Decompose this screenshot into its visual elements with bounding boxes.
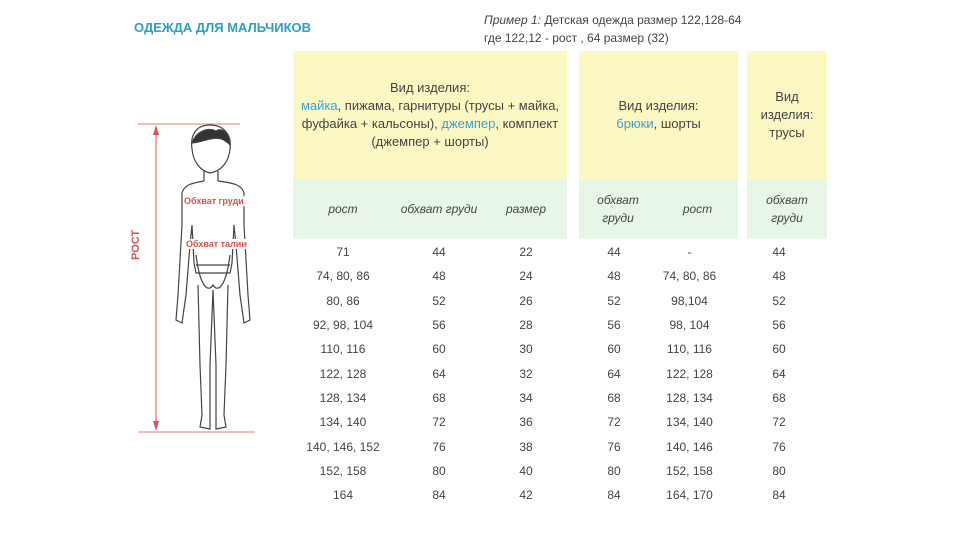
group-1-title-prefix: Вид изделия: bbox=[390, 80, 470, 95]
cell-underpants-chest: 76 bbox=[772, 439, 786, 454]
table-row bbox=[293, 289, 819, 313]
group-2-title-prefix: Вид изделия: bbox=[618, 98, 699, 113]
table-row bbox=[293, 459, 819, 483]
group-2-title-part-1: брюки bbox=[616, 116, 654, 131]
cell-chest: 84 bbox=[432, 488, 446, 503]
cell-trousers-chest: 48 bbox=[607, 269, 621, 284]
cell-chest: 52 bbox=[432, 293, 446, 308]
cell-chest: 60 bbox=[432, 342, 446, 357]
cell-trousers-height: 128, 134 bbox=[666, 390, 713, 405]
cell-height: 134, 140 bbox=[319, 415, 367, 430]
cell-trousers-chest: 56 bbox=[607, 318, 621, 333]
table-row bbox=[293, 313, 819, 337]
waist-girth-label: Обхват талии bbox=[186, 239, 247, 249]
body-measurement-figure bbox=[130, 115, 290, 440]
cell-trousers-height: 164, 170 bbox=[666, 488, 713, 503]
table-row bbox=[293, 264, 819, 288]
cell-trousers-chest: 76 bbox=[607, 439, 621, 454]
cell-size: 32 bbox=[519, 366, 533, 381]
cell-chest: 76 bbox=[432, 439, 446, 454]
table-row bbox=[293, 240, 819, 264]
page-title: ОДЕЖДА ДЛЯ МАЛЬЧИКОВ bbox=[134, 20, 311, 35]
cell-underpants-chest: 52 bbox=[772, 293, 786, 308]
table-row bbox=[293, 361, 819, 385]
cell-trousers-chest: 84 bbox=[607, 488, 621, 503]
cell-trousers-height: 122, 128 bbox=[666, 366, 713, 381]
group-2-column-headers bbox=[579, 179, 738, 239]
group-3-header bbox=[747, 51, 827, 179]
cell-trousers-height: 110, 116 bbox=[667, 342, 712, 357]
cell-trousers-chest: 68 bbox=[607, 390, 621, 405]
cell-height: 74, 80, 86 bbox=[316, 269, 370, 284]
table-row bbox=[293, 410, 819, 434]
group-1-title-part-1: майка bbox=[300, 98, 338, 113]
cell-size: 30 bbox=[519, 342, 533, 357]
group-2-header bbox=[579, 51, 738, 179]
group-3-title: Вид изделия: трусы bbox=[760, 89, 814, 140]
cell-height: 140, 146, 152 bbox=[306, 439, 380, 454]
table-row bbox=[293, 483, 819, 507]
cell-underpants-chest: 84 bbox=[772, 488, 786, 503]
chest-girth-label: Обхват груди bbox=[184, 196, 244, 206]
cell-trousers-chest: 52 bbox=[607, 293, 621, 308]
cell-underpants-chest: 56 bbox=[772, 318, 786, 333]
example-label: Пример 1: bbox=[484, 13, 541, 27]
cell-height: 122, 128 bbox=[319, 366, 367, 381]
cell-height: 80, 86 bbox=[326, 293, 360, 308]
cell-trousers-height: 98,104 bbox=[671, 293, 708, 308]
cell-height: 152, 158 bbox=[319, 463, 367, 478]
cell-size: 42 bbox=[519, 488, 533, 503]
column-header-height: рост bbox=[682, 202, 713, 216]
cell-underpants-chest: 80 bbox=[772, 463, 786, 478]
cell-underpants-chest: 72 bbox=[772, 415, 786, 430]
cell-trousers-height: 74, 80, 86 bbox=[662, 269, 717, 284]
cell-chest: 72 bbox=[432, 415, 446, 430]
cell-chest: 80 bbox=[432, 463, 446, 478]
group-3-column-headers bbox=[747, 179, 827, 239]
cell-trousers-height: 98, 104 bbox=[669, 318, 710, 333]
cell-trousers-chest: 44 bbox=[607, 245, 621, 260]
cell-trousers-height: 134, 140 bbox=[666, 415, 713, 430]
cell-trousers-height: - bbox=[687, 245, 692, 260]
cell-trousers-height: 140, 146 bbox=[666, 439, 713, 454]
cell-trousers-chest: 72 bbox=[607, 415, 621, 430]
cell-size: 36 bbox=[519, 415, 533, 430]
group-1-title-part-4: , комплект (джемпер + шорты) bbox=[371, 116, 559, 149]
table-row bbox=[293, 337, 819, 361]
cell-height: 164 bbox=[332, 488, 354, 503]
column-header-height: рост bbox=[328, 202, 358, 216]
column-header-size: размер bbox=[505, 202, 547, 216]
group-1-column-headers bbox=[293, 179, 567, 239]
boy-silhouette-icon bbox=[130, 115, 290, 440]
cell-underpants-chest: 60 bbox=[772, 342, 786, 357]
cell-size: 38 bbox=[519, 439, 533, 454]
example-line-2: где 122,12 - рост , 64 размер (32) bbox=[484, 31, 669, 45]
cell-trousers-chest: 64 bbox=[607, 366, 621, 381]
cell-trousers-height: 152, 158 bbox=[666, 463, 713, 478]
cell-chest: 64 bbox=[432, 366, 446, 381]
group-2-title-part-2: , шорты bbox=[653, 116, 701, 131]
group-1-header bbox=[293, 51, 567, 179]
cell-size: 26 bbox=[519, 293, 533, 308]
column-header-chest: обхват груди bbox=[597, 193, 639, 225]
cell-underpants-chest: 64 bbox=[772, 366, 786, 381]
column-header-chest: обхват груди bbox=[766, 193, 808, 225]
size-table-body bbox=[293, 240, 819, 507]
group-1-title-part-3: джемпер bbox=[441, 116, 496, 131]
cell-height: 92, 98, 104 bbox=[312, 318, 374, 333]
cell-height: 71 bbox=[336, 245, 350, 260]
cell-chest: 68 bbox=[432, 390, 446, 405]
cell-underpants-chest: 68 bbox=[772, 390, 786, 405]
cell-size: 22 bbox=[519, 245, 533, 260]
example-note bbox=[484, 11, 741, 47]
cell-size: 34 bbox=[519, 390, 533, 405]
table-row bbox=[293, 434, 819, 458]
cell-size: 24 bbox=[519, 269, 533, 284]
cell-chest: 48 bbox=[432, 269, 446, 284]
cell-height: 128, 134 bbox=[319, 390, 367, 405]
cell-underpants-chest: 44 bbox=[772, 245, 786, 260]
example-line-1: Детская одежда размер 122,128-64 bbox=[544, 13, 742, 27]
cell-chest: 44 bbox=[432, 245, 446, 260]
group-1-title-part-2: , пижама, гарнитуры (трусы + майка, фуфайка + кальсоны), bbox=[301, 98, 560, 131]
cell-size: 40 bbox=[519, 463, 533, 478]
cell-height: 110, 116 bbox=[320, 342, 366, 357]
cell-trousers-chest: 60 bbox=[607, 342, 621, 357]
cell-chest: 56 bbox=[432, 318, 446, 333]
column-header-chest: обхват груди bbox=[400, 202, 478, 216]
table-row bbox=[293, 386, 819, 410]
cell-size: 28 bbox=[519, 318, 533, 333]
cell-underpants-chest: 48 bbox=[772, 269, 786, 284]
height-label: РОСТ bbox=[130, 229, 142, 260]
cell-trousers-chest: 80 bbox=[607, 463, 621, 478]
